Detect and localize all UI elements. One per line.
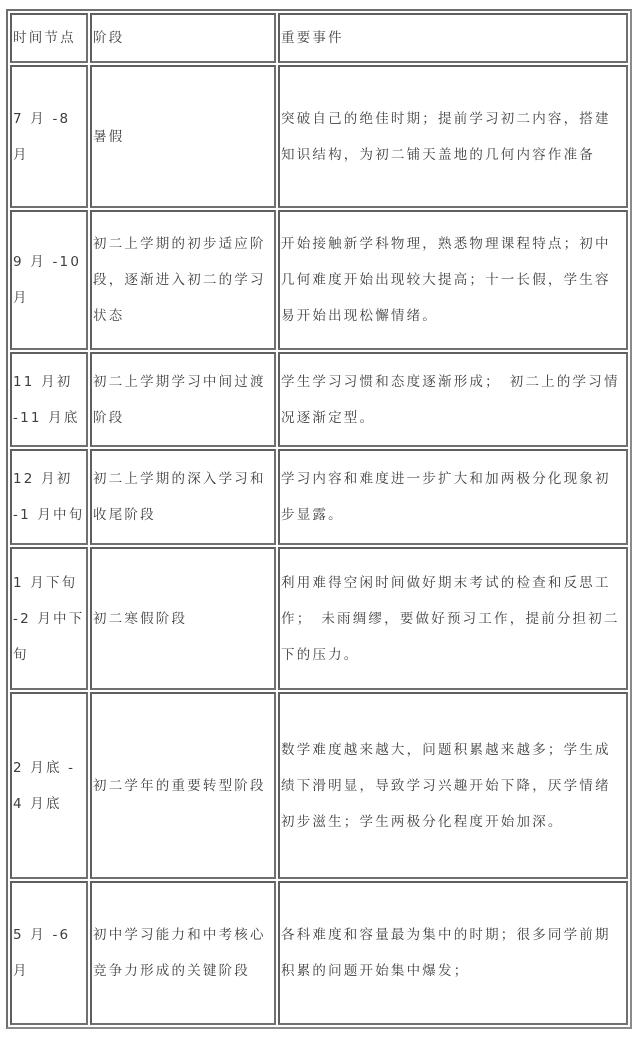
table-row <box>10 547 628 690</box>
table-row <box>10 692 628 879</box>
header-stage: 阶段 <box>90 13 276 63</box>
cell-stage: 初二寒假阶段 <box>90 547 276 690</box>
header-event: 重要事件 <box>278 13 628 63</box>
schedule-table-container <box>6 9 632 1029</box>
table-row <box>10 449 628 545</box>
table-row <box>10 210 628 350</box>
cell-time: 12 月初 -1 月中旬 <box>10 449 88 545</box>
cell-stage: 初二上学期学习中间过渡阶段 <box>90 352 276 447</box>
cell-event: 突破自己的绝佳时期；提前学习初二内容，搭建知识结构，为初二铺天盖地的几何内容作准备 <box>278 65 628 208</box>
cell-event: 利用难得空闲时间做好期末考试的检查和反思工作； 未雨绸缪，要做好预习工作，提前分担初二下的压力。 <box>278 547 628 690</box>
cell-stage: 暑假 <box>90 65 276 208</box>
table-header-row <box>10 13 628 63</box>
header-time: 时间节点 <box>10 13 88 63</box>
cell-stage: 初二学年的重要转型阶段 <box>90 692 276 879</box>
cell-time: 7 月 -8 月 <box>10 65 88 208</box>
cell-time: 11 月初 -11 月底 <box>10 352 88 447</box>
cell-time: 9 月 -10 月 <box>10 210 88 350</box>
table-row <box>10 352 628 447</box>
schedule-table <box>6 9 632 1029</box>
cell-stage: 初中学习能力和中考核心竞争力形成的关键阶段 <box>90 881 276 1025</box>
table-row <box>10 881 628 1025</box>
cell-stage: 初二上学期的初步适应阶段，逐渐进入初二的学习状态 <box>90 210 276 350</box>
cell-time: 5 月 -6 月 <box>10 881 88 1025</box>
table-row <box>10 65 628 208</box>
cell-event: 开始接触新学科物理，熟悉物理课程特点；初中几何难度开始出现较大提高；十一长假，学生容易开始出现松懈情绪。 <box>278 210 628 350</box>
cell-event: 数学难度越来越大，问题积累越来越多；学生成绩下滑明显，导致学习兴趣开始下降，厌学情绪初步滋生；学生两极分化程度开始加深。 <box>278 692 628 879</box>
cell-event: 学习内容和难度进一步扩大和加两极分化现象初步显露。 <box>278 449 628 545</box>
cell-stage: 初二上学期的深入学习和收尾阶段 <box>90 449 276 545</box>
cell-event: 学生学习习惯和态度逐渐形成； 初二上的学习情况逐渐定型。 <box>278 352 628 447</box>
cell-time: 2 月底 -4 月底 <box>10 692 88 879</box>
cell-time: 1 月下旬 -2 月中下旬 <box>10 547 88 690</box>
cell-event: 各科难度和容量最为集中的时期；很多同学前期积累的问题开始集中爆发； <box>278 881 628 1025</box>
